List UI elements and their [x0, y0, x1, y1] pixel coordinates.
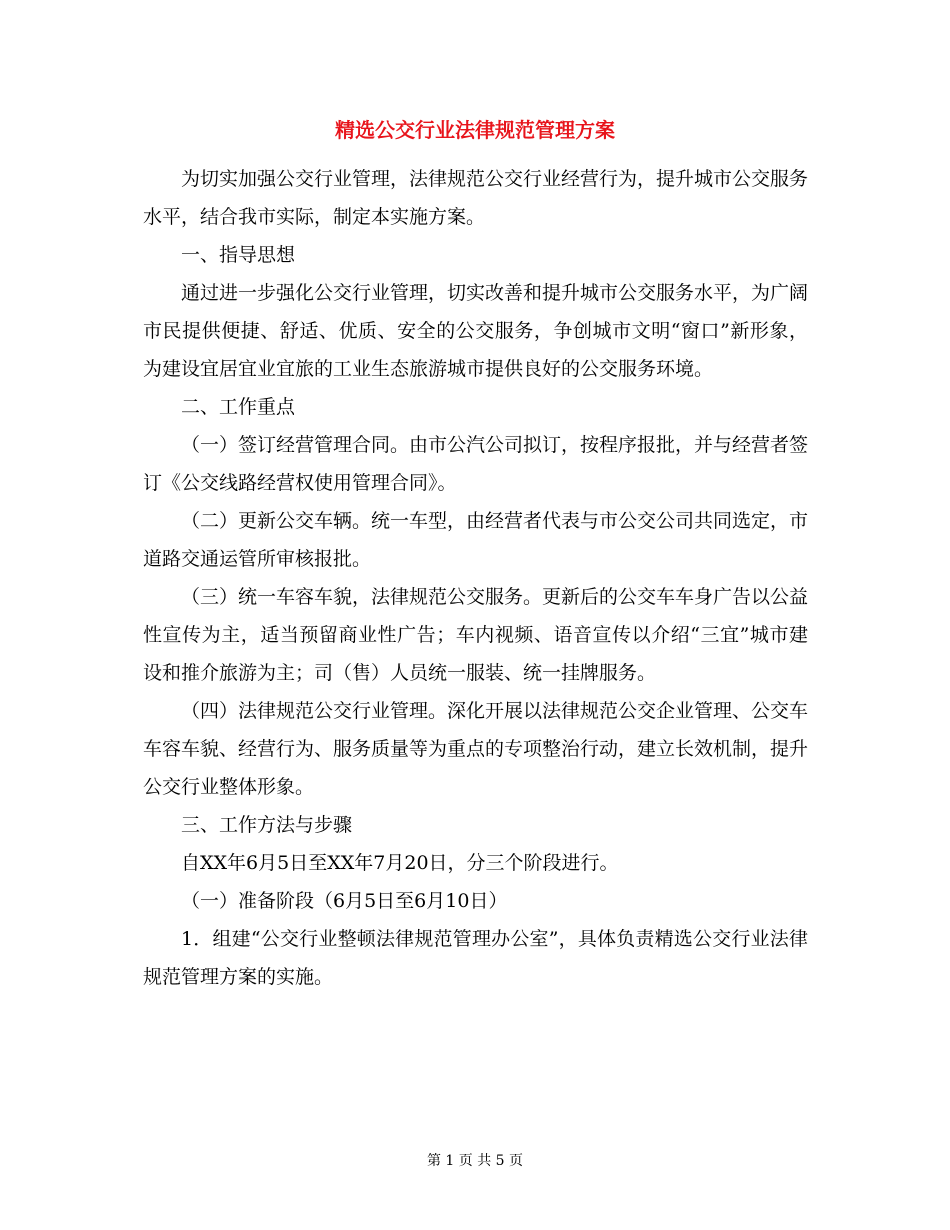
- section-heading-work-focus: 二、工作重点: [181, 396, 296, 418]
- document-title: 精选公交行业法律规范管理方案: [335, 118, 615, 142]
- guiding-ideology-paragraph: 通过进一步强化公交行业管理，切实改善和提升城市公交服务水平，为广阔市民提供便捷、舒适、优质、安全的公交服务，争创城市文明“窗口”新形象，为建设宜居宜业宜旅的工业生态旅游城市提供良好的公交服务环境。: [143, 282, 809, 380]
- document-body: [143, 160, 808, 996]
- page-number-footer: 第 1 页 共 5 页: [426, 1153, 524, 1169]
- work-focus-item-3: （三）统一车容车貌，法律规范公交服务。更新后的公交车车身广告以公益性宣传为主，适当预留商业性广告；车内视频、语音宣传以介绍“三宜”城市建设和推介旅游为主；司（售）人员统一服装、统一挂牌服务。: [143, 586, 809, 684]
- section-heading-guiding-ideology: 一、指导思想: [181, 244, 296, 266]
- intro-paragraph: 为切实加强公交行业管理，法律规范公交行业经营行为，提升城市公交服务水平，结合我市实际，制定本实施方案。: [143, 168, 809, 228]
- work-focus-item-4: （四）法律规范公交行业管理。深化开展以法律规范公交企业管理、公交车车容车貌、经营行为、服务质量等为重点的专项整治行动，建立长效机制，提升公交行业整体形象。: [143, 700, 809, 798]
- preparation-step-1: 1．组建“公交行业整顿法律规范管理办公室”，具体负责精选公交行业法律规范管理方案的实施。: [143, 928, 808, 988]
- section-heading-methods-steps: 三、工作方法与步骤: [181, 814, 353, 836]
- work-focus-item-1: （一）签订经营管理合同。由市公汽公司拟订，按程序报批，并与经营者签订《公交线路经营权使用管理合同》。: [143, 434, 809, 494]
- stage-heading-preparation: （一）准备阶段（6月5日至6月10日）: [181, 890, 508, 912]
- work-focus-item-2: （二）更新公交车辆。统一车型，由经营者代表与市公交公司共同选定，市道路交通运管所审核报批。: [143, 510, 809, 570]
- schedule-paragraph: 自XX年6月5日至XX年7月20日，分三个阶段进行。: [181, 852, 619, 874]
